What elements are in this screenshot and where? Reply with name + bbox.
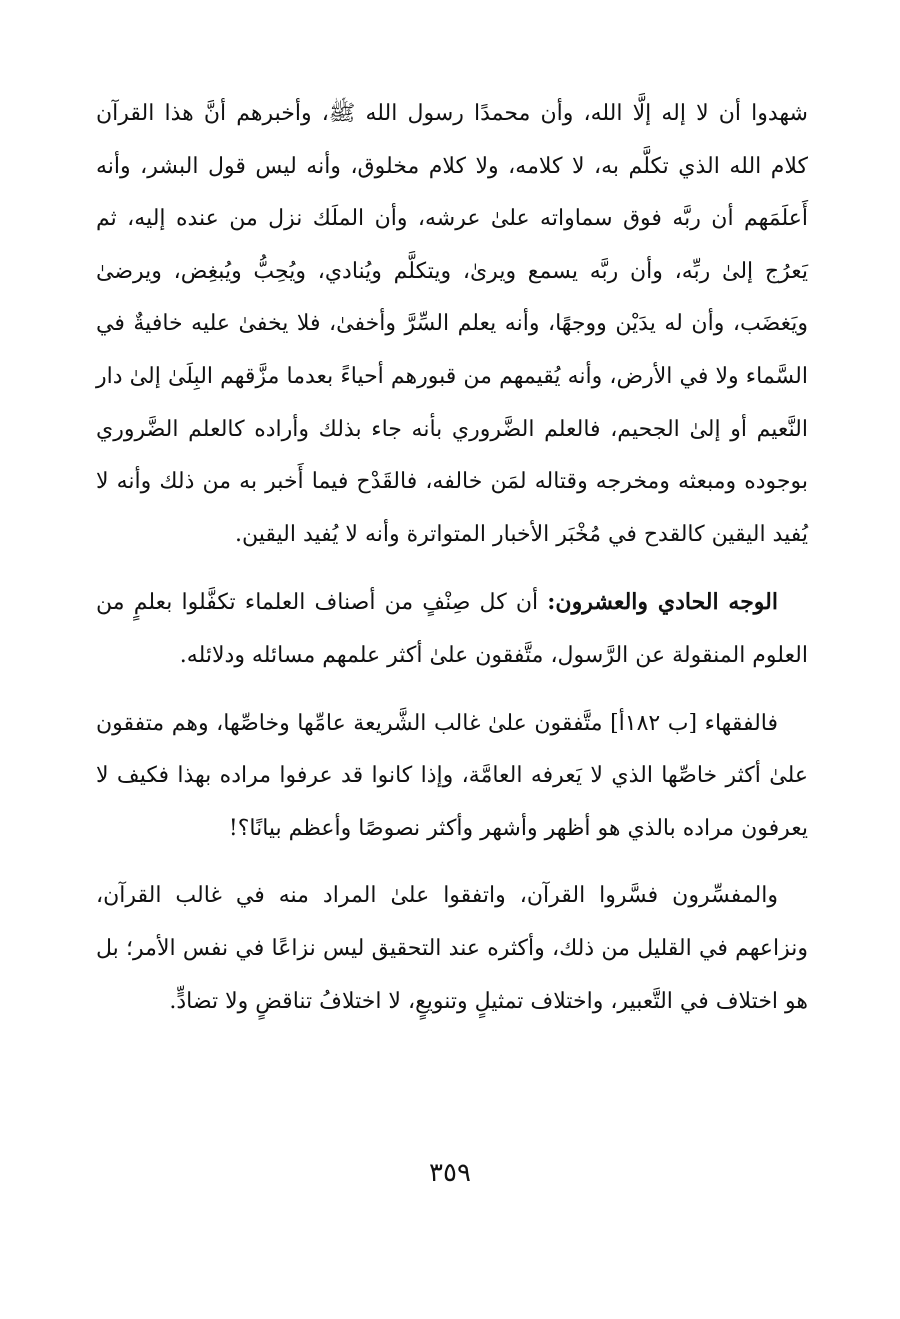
page-number: ٣٥٩ [429, 1158, 471, 1188]
paragraph-2 [96, 576, 808, 682]
paragraph-4: والمفسِّرون فسَّروا القرآن، واتفقوا علىٰ المراد منه في غالب القرآن، ونزاعهم في القليل من ذلك، وأكثره عند التحقيق ليس نزاعًا في نفس الأمر؛ بل هو اختلاف في التَّعبير، واختلاف تمثيلٍ وتنويعٍ، لا اختلافُ تناقضٍ ولا تضادٍّ. [96, 883, 808, 1014]
page-body [96, 88, 808, 1028]
paragraph-1: شهدوا أن لا إله إلَّا الله، وأن محمدًا رسول الله ﷺ، وأخبرهم أنَّ هذا القرآن كلام الله الذي تكلَّم به، لا كلامه، ولا كلام مخلوق، وأنه ليس قول البشر، وأنه أَعلَمَهم أن ربَّه فوق سماواته علىٰ عرشه، وأن الملَك نزل من عنده إليه، ثم يَعرُج إلىٰ ربِّه، وأن ربَّه يسمع ويرىٰ، ويتكلَّم ويُنادي، ويُحِبُّ ويُبغِض، ويرضىٰ ويَغضَب، وأن له يدَيْن ووجهًا، وأنه يعلم السِّرَّ وأخفىٰ، فلا يخفىٰ عليه خافيةٌ في السَّماء ولا في الأرض، وأنه يُقيمهم من قبورهم أحياءً بعدما مزَّقهم البِلَىٰ إلىٰ دار النَّعيم أو إلىٰ الجحيم، فالعلم الضَّروري بأنه جاء بذلك وأراده كالعلم الضَّروري بوجوده ومبعثه ومخرجه وقتاله لمَن خالفه، فالقَدْح فيما أَخبر به من ذلك وأنه لا يُفيد اليقين كالقدح في مُخْبَر الأخبار المتواترة وأنه لا يُفيد اليقين. [96, 101, 808, 547]
paragraph-2-body: أن كل صِنْفٍ من أصناف العلماء تكفَّلوا بعلمٍ من العلوم المنقولة عن الرَّسول، متَّفقون علىٰ أكثر علمهم مسائله ودلائله. [96, 590, 808, 668]
paragraph-2-heading: الوجه الحادي والعشرون: [547, 589, 778, 616]
paragraph-3: فالفقهاء [ب ١٨٢أ] متَّفقون علىٰ غالب الشَّريعة عامِّها وخاصِّها، وهم متفقون علىٰ أكثر خاصِّها الذي لا يَعرفه العامَّة، وإذا كانوا قد عرفوا مراده بهذا فكيف لا يعرفون مراده بالذي هو أظهر وأشهر وأكثر نصوصًا وأعظم بيانًا؟! [96, 710, 808, 841]
